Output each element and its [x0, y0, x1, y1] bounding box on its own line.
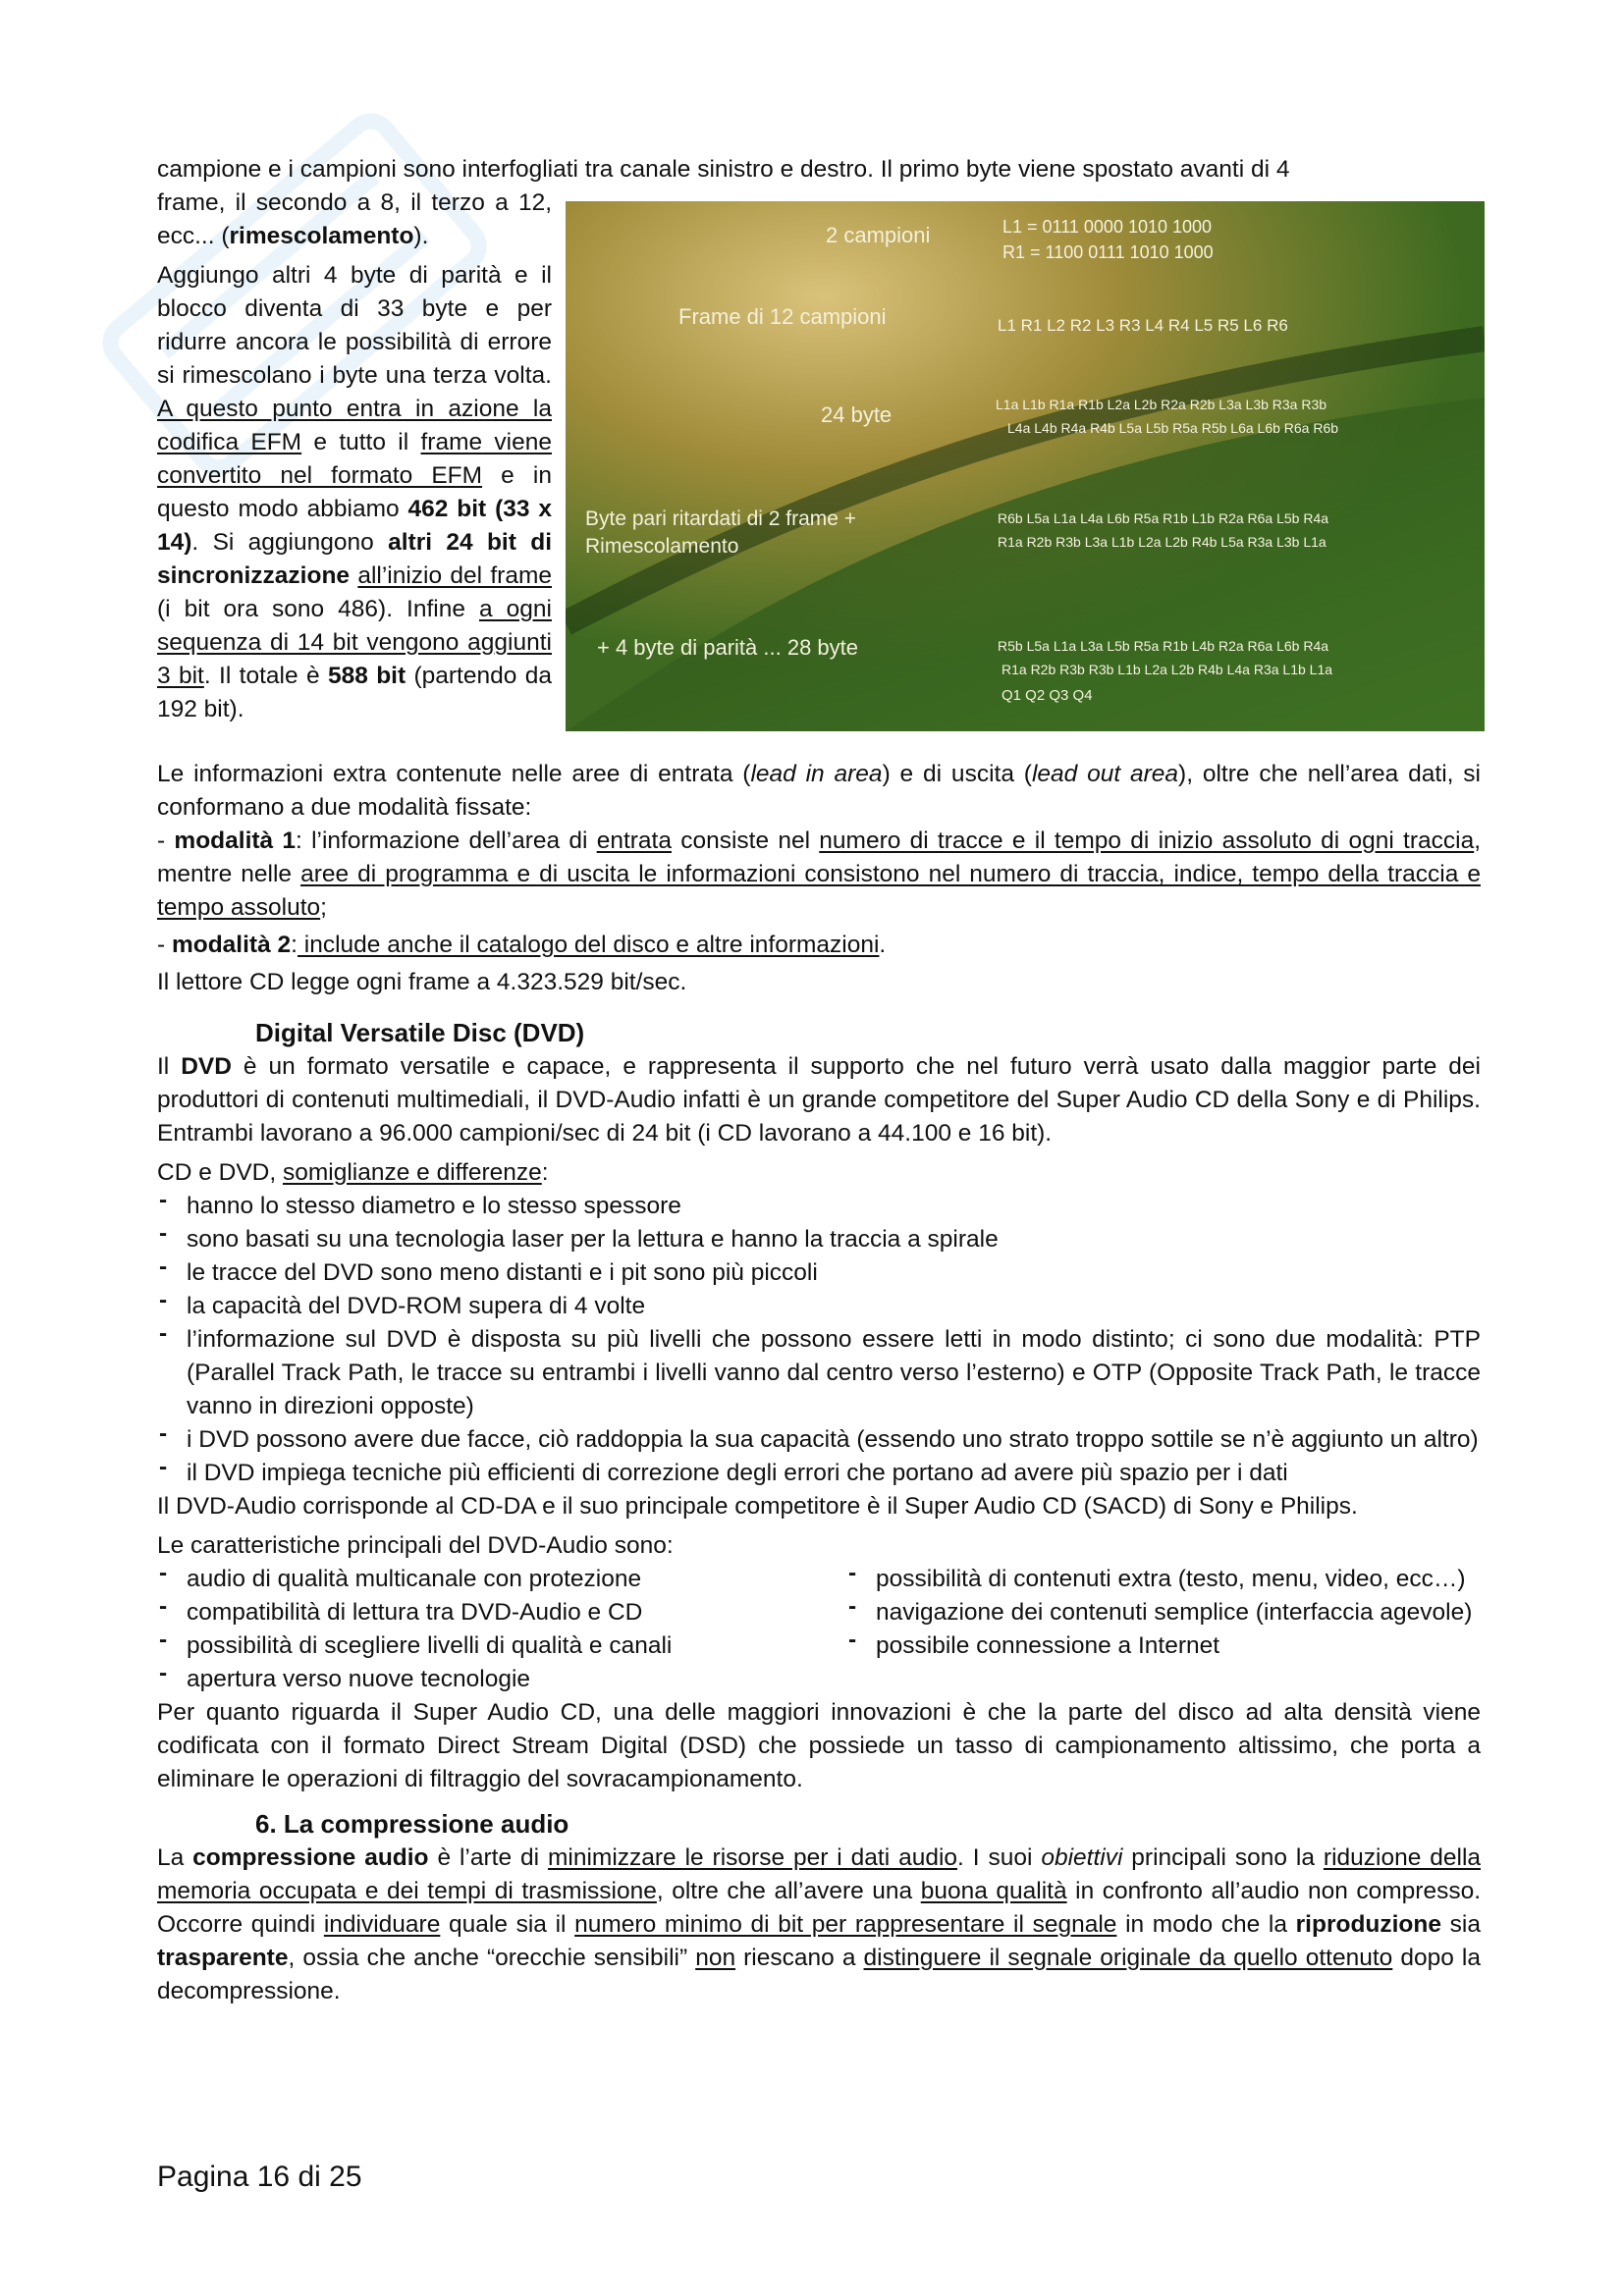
list-item: - hanno lo stesso diametro e lo stesso spessore [157, 1190, 1481, 1223]
dvd-paragraph-1: Il DVD è un formato versatile e capace, e rappresenta il supporto che nel futuro verrà usato dalla maggior parte dei produttori di contenuti multimediali, il DVD-Audio infatti è un grande competitore del Super Audio CD della Sony e di Philips. Entrambi lavorano a 96.000 campioni/sec di 24 bit (i CD lavorano a 44.100 e 16 bit). [157, 1053, 1481, 1147]
list-item: - audio di qualità multicanale con protezione [157, 1563, 791, 1596]
row-24-b: L4a L4b R4a R4b L5a L5b R5a R5b L6a L6b R6a R6b [1007, 420, 1339, 436]
dvd-features-right [846, 1563, 1481, 1696]
leadin-paragraph: Le informazioni extra contenute nelle aree di entrata (lead in area) e di uscita (lead out area), oltre che nell’area dati, si conformano a due modalità fissate: [157, 761, 1481, 821]
list-item: - apertura verso nuove tecnologie [157, 1663, 791, 1696]
compression-paragraph: La compressione audio è l’arte di minimizzare le risorse per i dati audio. I suoi obiettivi principali sono la riduzione della memoria occupata e dei tempi di trasmissione, oltre che all’avere una buona qualità in confronto all’audio non compresso. Occorre quindi individuare quale sia il numero minimo di bit per rappresentare il segnale in modo che la riproduzione sia trasparente, ossia che anche “orecchie sensibili” non riescano a distinguere il segnale originale da quello ottenuto dopo la decompressione. [157, 1844, 1482, 2004]
page-footer: Pagina 16 di 25 [157, 2161, 362, 2193]
modalita-2: - modalità 2: include anche il catalogo del disco e altre informazioni. [157, 932, 887, 958]
efm-encoding-figure [566, 201, 1485, 731]
dvd-features-columns [157, 1563, 1481, 1696]
label-rimescolamento: Rimescolamento [585, 535, 739, 558]
code-l1: L1 = 0111 0000 1010 1000 [1002, 217, 1213, 237]
intro-line: campione e i campioni sono interfogliati tra canale sinistro e destro. Il primo byte viene spostato avanti di 4 [157, 156, 1290, 183]
list-item: - possibilità di contenuti extra (testo, menu, video, ecc…) [846, 1563, 1481, 1596]
list-item: - l’informazione sul DVD è disposta su più livelli che possono essere letti in modo distinto; ci sono due modalità: PTP (Parallel Track Path, le tracce su entrambi i livelli vanno dal centro verso l’esterno) e OTP (Opposite Track Path, le tracce vanno in direzioni opposte) [157, 1323, 1481, 1423]
list-item: - sono basati su una tecnologia laser per la lettura e hanno la traccia a spirale [157, 1223, 1481, 1256]
compression-heading: 6. La compressione audio [255, 1809, 569, 1839]
dvd-paragraph-4: Le caratteristiche principali del DVD-Audio sono: [157, 1532, 674, 1559]
label-byte-pari: Byte pari ritardati di 2 frame + [585, 507, 857, 530]
list-item: - la capacità del DVD-ROM supera di 4 volte [157, 1290, 1481, 1323]
main-body [157, 758, 1481, 2008]
cd-dvd-list [157, 1190, 1481, 1490]
row-parita-b: R1a R2b R3b R3b L1b L2a L2b R4b L4a R3a L1b L1a [1001, 662, 1333, 677]
list-item: - possibilità di scegliere livelli di qualità e canali [157, 1629, 791, 1663]
label-frame-12: Frame di 12 campioni [678, 304, 887, 329]
dvd-paragraph-3: Il DVD-Audio corrisponde al CD-DA e il suo principale competitore è il Super Audio CD (SACD) di Sony e Philips. [157, 1493, 1358, 1520]
list-item: - le tracce del DVD sono meno distanti e i pit sono più piccoli [157, 1256, 1481, 1290]
list-item: - compatibilità di lettura tra DVD-Audio e CD [157, 1596, 791, 1629]
sacd-paragraph: Per quanto riguarda il Super Audio CD, una delle maggiori innovazioni è che la parte del disco ad alta densità viene codificata con il formato Direct Stream Digital (DSD) che possiede un tasso di campionamento altissimo, che porta a eliminare le operazioni di filtraggio del sovracampionamento. [157, 1699, 1481, 1792]
lettore-cd-paragraph: Il lettore CD legge ogni frame a 4.323.529 bit/sec. [157, 969, 687, 995]
modalita-1: - modalità 1: l’informazione dell’area di entrata consiste nel numero di tracce e il tempo di inizio assoluto di ogni traccia, mentre nelle aree di programma e di uscita le informazioni consistono nel numero di traccia, indice, tempo della traccia e tempo assoluto; [157, 828, 1482, 921]
label-parita: + 4 byte di parità ... 28 byte [597, 635, 858, 660]
code-r1: R1 = 1100 0111 1010 1000 [1002, 242, 1214, 262]
list-item: - i DVD possono avere due facce, ciò raddoppia la sua capacità (essendo uno strato troppo sottile se n’è aggiunto un altro) [157, 1423, 1481, 1457]
label-24-byte: 24 byte [821, 402, 893, 427]
list-item: - navigazione dei contenuti semplice (interfaccia agevole) [846, 1596, 1481, 1629]
row-parita-a: R5b L5a L1a L3a L5b R5a R1b L4b R2a R6a L6b R4a [998, 638, 1329, 654]
intro-left-text [157, 187, 552, 726]
row-rimescolamento-b: R1a R2b R3b L3a L1b L2a L2b R4b L5a R3a L3b L1a [998, 534, 1326, 550]
list-item: - il DVD impiega tecniche più efficienti di correzione degli errori che portano ad avere più spazio per i dati [157, 1457, 1481, 1490]
list-item: - possibile connessione a Internet [846, 1629, 1481, 1663]
label-2-campioni: 2 campioni [826, 223, 931, 247]
row-rimescolamento-a: R6b L5a L1a L4a L6b R5a R1b L1b R2a R6a L5b R4a [998, 510, 1329, 526]
intro-left-para-1: frame, il secondo a 8, il terzo a 12, ecc... (rimescolamento). [157, 189, 552, 249]
dvd-features-left [157, 1563, 791, 1696]
row-parita-q: Q1 Q2 Q3 Q4 [1001, 687, 1093, 704]
row-frame: L1 R1 L2 R2 L3 R3 L4 R4 L5 R5 L6 R6 [998, 316, 1288, 335]
dvd-paragraph-2: CD e DVD, somiglianze e differenze: [157, 1159, 549, 1186]
dvd-heading: Digital Versatile Disc (DVD) [255, 1018, 585, 1047]
row-24-a: L1a L1b R1a R1b L2a L2b R2a R2b L3a L3b R3a R3b [996, 397, 1327, 412]
intro-left-para-2: Aggiungo altri 4 byte di parità e il blocco diventa di 33 byte e per ridurre ancora le possibilità di errore si rimescolano i byte una terza volta. A questo punto entra in azione la codifica EFM e tutto il frame viene convertito nel formato EFM e in questo modo abbiamo 462 bit (33 x 14). Si aggiungono altri 24 bit di sincronizzazione all’inizio del frame (i bit ora sono 486). Infine a ogni sequenza di 14 bit vengono aggiunti 3 bit. Il totale è 588 bit (partendo da 192 bit). [157, 262, 553, 722]
